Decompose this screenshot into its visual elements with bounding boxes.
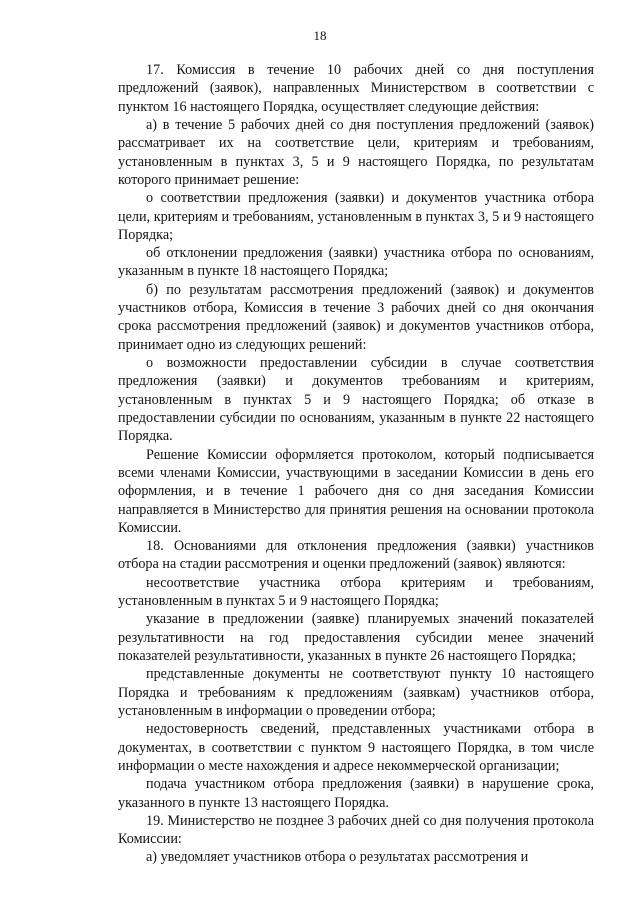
- paragraph-ground-indicators: указание в предложении (заявке) планируемых значений показателей результативности на год предоставления субсидии менее значений показателей результативности, указанных в пункте 26 настоящего Порядка;: [118, 611, 594, 664]
- paragraph-subitem-a: а) в течение 5 рабочих дней со дня поступления предложений (заявок) рассматривает их на соответствие цели, критериям и требованиям, установленным в пунктах 3, 5 и 9 настоящего Порядка, по результатам которого принимает решение:: [118, 116, 594, 188]
- paragraph-item-17: 17. Комиссия в течение 10 рабочих дней со дня поступления предложений (заявок), направленных Министерством в соответствии с пунктом 16 настоящего Порядка, осуществляет следующие действия:: [118, 62, 594, 115]
- paragraph-item-19-a: а) уведомляет участников отбора о результатах рассмотрения и: [146, 849, 529, 866]
- paragraph-ground-late-submission: подача участником отбора предложения (заявки) в нарушение срока, указанного в пункте 13 настоящего Порядка.: [118, 776, 594, 811]
- paragraph-ground-false-info: недостоверность сведений, представленных участниками отбора в документах, в соответствии с пунктом 9 настоящего Порядка, в том числе информации о месте нахождения и адресе некоммерческой организации;: [118, 721, 594, 774]
- document-body: [118, 61, 594, 867]
- paragraph-subsidy-decisions: о возможности предоставлении субсидии в случае соответствия предложения (заявки) и документов требованиям и критериям, установленным в пунктах 5 и 9 настоящего Порядка; об отказе в предоставлении субсидии по основаниям, указанным в пункте 22 настоящего Порядка.: [118, 355, 594, 445]
- paragraph-ground-documents: представленные документы не соответствуют пункту 10 настоящего Порядка и требованиям к предложениям (заявкам) участников отбора, установленным в информации о проведении отбора;: [118, 666, 594, 719]
- paragraph-commission-protocol: Решение Комиссии оформляется протоколом, который подписывается всеми членами Комиссии, участвующими в заседании Комиссии в день его оформления, и в течение 1 рабочего дня со дня заседания Комиссии направляется в Министерство для принятия решения на основании протокола Комиссии.: [118, 446, 594, 536]
- page-number: 18: [313, 28, 327, 43]
- paragraph-subitem-b: б) по результатам рассмотрения предложений (заявок) и документов участников отбора, Комиссия в течение 3 рабочих дней со дня окончания срока рассмотрения предложений (заявок) и документов участников отбора, принимает одно из следующих решений:: [118, 281, 594, 353]
- paragraph-decision-compliance: о соответствии предложения (заявки) и документов участника отбора цели, критериям и требованиям, установленным в пунктах 3, 5 и 9 настоящего Порядка;: [118, 190, 594, 243]
- paragraph-item-18: 18. Основаниями для отклонения предложения (заявки) участников отбора на стадии рассмотрения и оценки предложений (заявок) являются:: [118, 538, 594, 573]
- paragraph-item-19: 19. Министерство не позднее 3 рабочих дней со дня получения протокола Комиссии:: [118, 812, 594, 848]
- paragraph-ground-criteria: несоответствие участника отбора критериям и требованиям, установленным в пунктах 5 и 9 настоящего Порядка;: [118, 574, 594, 610]
- paragraph-decision-rejection: об отклонении предложения (заявки) участника отбора по основаниям, указанным в пункте 18 настоящего Порядка;: [118, 245, 594, 280]
